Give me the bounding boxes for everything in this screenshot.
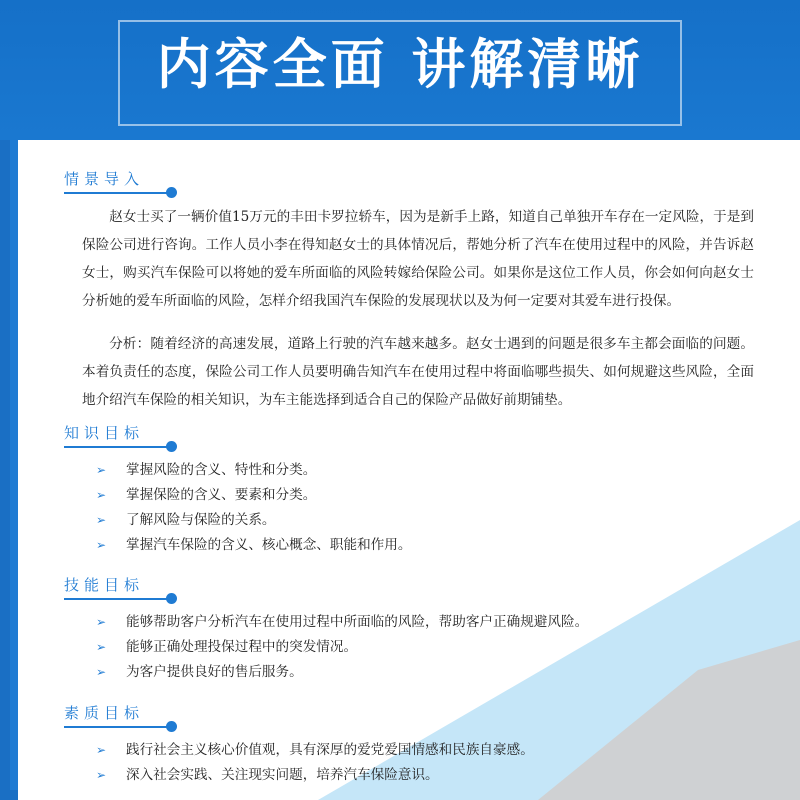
header-banner xyxy=(0,0,800,140)
arrow-right-icon: ➢ xyxy=(96,538,107,552)
list-item: ➢ 为客户提供良好的售后服务。 xyxy=(96,660,588,685)
section-underline xyxy=(64,446,172,448)
section-title-skills: 技能目标 xyxy=(64,576,145,594)
section-dot-icon xyxy=(166,187,177,198)
list-item: ➢ 能够正确处理投保过程中的突发情况。 xyxy=(96,635,588,660)
arrow-right-icon: ➢ xyxy=(96,640,107,654)
banner-title: 内容全面 讲解清晰 xyxy=(156,33,644,96)
list-item: ➢ 掌握保险的含义、要素和分类。 xyxy=(96,483,411,508)
quality-list xyxy=(96,738,534,788)
arrow-right-icon: ➢ xyxy=(96,665,107,679)
arrow-right-icon: ➢ xyxy=(96,743,107,757)
scenario-paragraph: 赵女士买了一辆价值15万元的丰田卡罗拉轿车，因为是新手上路，知道自己单独开车存在一定风险，于是到保险公司进行咨询。工作人员小李在得知赵女士的具体情况后，帮她分析了汽车在使用过程中的风险，并告诉赵女士，购买汽车保险可以将她的爱车所面临的风险转嫁给保险公司。如果你是这位工作人员，你会如何向赵女士分析她的爱车所面临的风险，怎样介绍我国汽车保险的发展现状以及为何一定要对其爱车进行投保。 xyxy=(82,209,754,309)
section-dot-icon xyxy=(166,441,177,452)
section-underline xyxy=(64,726,172,728)
knowledge-list xyxy=(96,458,411,558)
content-page xyxy=(18,140,800,800)
list-item: ➢ 践行社会主义核心价值观，具有深厚的爱党爱国情感和民族自豪感。 xyxy=(96,738,534,763)
section-underline xyxy=(64,598,172,600)
arrow-right-icon: ➢ xyxy=(96,615,107,629)
section-underline xyxy=(64,192,172,194)
list-item: ➢ 掌握汽车保险的含义、核心概念、职能和作用。 xyxy=(96,533,411,558)
arrow-right-icon: ➢ xyxy=(96,463,107,477)
list-item: ➢ 掌握风险的含义、特性和分类。 xyxy=(96,458,411,483)
arrow-right-icon: ➢ xyxy=(96,513,107,527)
section-title-knowledge: 知识目标 xyxy=(64,424,145,442)
list-item: ➢ 深入社会实践、关注现实问题，培养汽车保险意识。 xyxy=(96,763,534,788)
section-dot-icon xyxy=(166,721,177,732)
analysis-paragraph: 分析：随着经济的高速发展，道路上行驶的汽车越来越多。赵女士遇到的问题是很多车主都会面临的问题。本着负责任的态度，保险公司工作人员要明确告知汽车在使用过程中将面临哪些损失、如何规避这些风险，全面地介绍汽车保险的相关知识，为车主能选择到适合自己的保险产品做好前期铺垫。 xyxy=(82,336,754,408)
arrow-right-icon: ➢ xyxy=(96,488,107,502)
arrow-right-icon: ➢ xyxy=(96,768,107,782)
list-item: ➢ 了解风险与保险的关系。 xyxy=(96,508,411,533)
section-title-scenario: 情景导入 xyxy=(64,170,145,188)
list-item: ➢ 能够帮助客户分析汽车在使用过程中所面临的风险，帮助客户正确规避风险。 xyxy=(96,610,588,635)
section-title-quality: 素质目标 xyxy=(64,704,145,722)
skills-list xyxy=(96,610,588,685)
section-dot-icon xyxy=(166,593,177,604)
